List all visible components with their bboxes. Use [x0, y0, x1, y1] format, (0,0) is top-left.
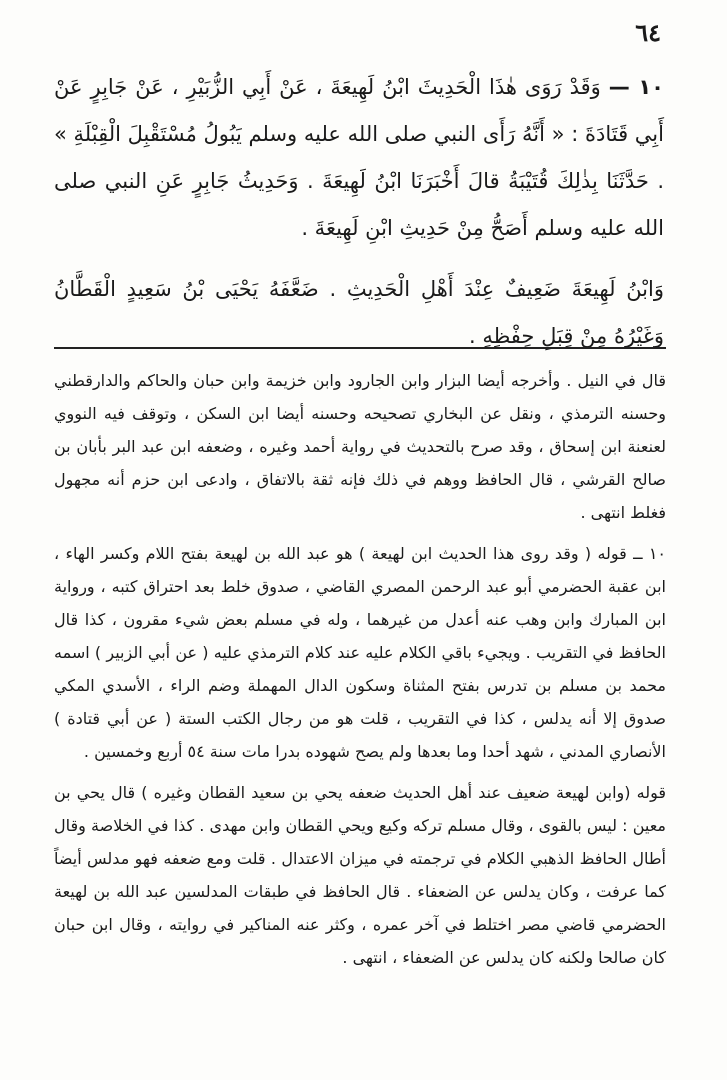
hadith-text — [54, 64, 664, 360]
commentary-text — [54, 364, 666, 974]
hadith-number: ١٠ — — [608, 75, 664, 99]
page-number: ٦٤ — [635, 18, 661, 47]
commentary-paragraph-2: ١٠ ــ قوله ( وقد روى هذا الحديث ابن لهيعة ) هو عبد الله بن لهيعة بفتح اللام وكسر الهاء ، ابن عقبة الحضرمي أبو عبد الرحمن المصري القاضي ، صدوق خلط بعد احتراق كتبه ، ورواية ابن المبارك وابن وهب عنه أعدل من غيرهما ، وله في مسلم بعض شيء مقرون ، كذا قال الحافظ في التقريب . ويجيء باقي الكلام عليه عند كلام الترمذي عليه ( عن أبي الزبير ) اسمه محمد بن مسلم بن تدرس بفتح المثناة وسكون الدال المهملة وضم الراء ، الأسدي المكي صدوق إلا أنه يدلس ، كذا في التقريب ، قلت هو من رجال الكتب الستة ( عن أبي قتادة ) الأنصاري المدني ، شهد أحدا وما بعدها ولم يصح شهوده بدرا مات سنة ٥٤ أربع وخمسين . — [54, 544, 666, 761]
commentary-paragraph-1: قال في النيل . وأخرجه أيضا البزار وابن الجارود وابن خزيمة وابن حبان والحاكم والدارقطني وحسنه الترمذي ، ونقل عن البخاري تصحيحه وحسنه أيضا ابن السكن ، وتوقف فيه النووي لعنعنة ابن إسحاق ، وقد صرح بالتحديث في رواية أحمد وغيره ، وضعفه ابن عبد البر بأبان بن صالح القرشي ، قال الحافظ ووهم في ذلك فإنه ثقة بالاتفاق ، وادعى ابن حزم أنه مجهول فغلط انتهى . — [54, 371, 666, 522]
hadith-paragraph-2: وَابْنُ لَهِيعَةَ ضَعِيفٌ عِنْدَ أَهْلِ الْحَدِيثِ . ضَعَّفَهُ يَحْيَى بْنُ سَعِيدٍ الْقَطَّانُ وَغَيْرُهُ مِنْ قِبَلِ حِفْظِهِ . — [54, 277, 664, 348]
footnote-divider — [54, 347, 666, 349]
commentary-paragraph-3: قوله (وابن لهيعة ضعيف عند أهل الحديث ضعفه يحي بن سعيد القطان وغيره ) قال يحي بن معين : ليس بالقوى ، وقال مسلم تركه وكيع ويحي القطان وابن مهدى . كذا في الخلاصة وقال أطال الحافظ الذهبي الكلام في ترجمته في ميزان الاعتدال . قلت ومع ضعفه فهو مدلس أيضاً كما عرفت ، وكان يدلس عن الضعفاء . قال الحافظ في طبقات المدلسين عبد الله بن لهيعة الحضرمي قاضي مصر اختلط في آخر عمره ، وكثر عنه المناكير في روايته ، وقال ابن حبان كان صالحا ولكنه كان يدلس عن الضعفاء ، انتهى . — [54, 783, 666, 967]
hadith-paragraph — [54, 64, 664, 252]
hadith-paragraph-text: وَقَدْ رَوَى هٰذَا الْحَدِيثَ ابْنُ لَهِيعَةَ ، عَنْ أَبِي الزُّبَيْرِ ، عَنْ جَابِرٍ عَنْ أَبِي قَتَادَةَ : « أَنَّهُ رَأَى النبي صلى الله عليه وسلم يَبُولُ مُسْتَقْبِلَ الْقِبْلَةِ » . حَدَّثَنَا بِذٰلِكَ قُتَيْبَةُ قالَ أَخْبَرَنَا ابْنُ لَهِيعَةَ . وَحَدِيثُ جَابِرٍ عَنِ النبي صلى الله عليه وسلم أَصَحُّ مِنْ حَدِيثِ ابْنِ لَهِيعَةَ . — [54, 75, 664, 240]
